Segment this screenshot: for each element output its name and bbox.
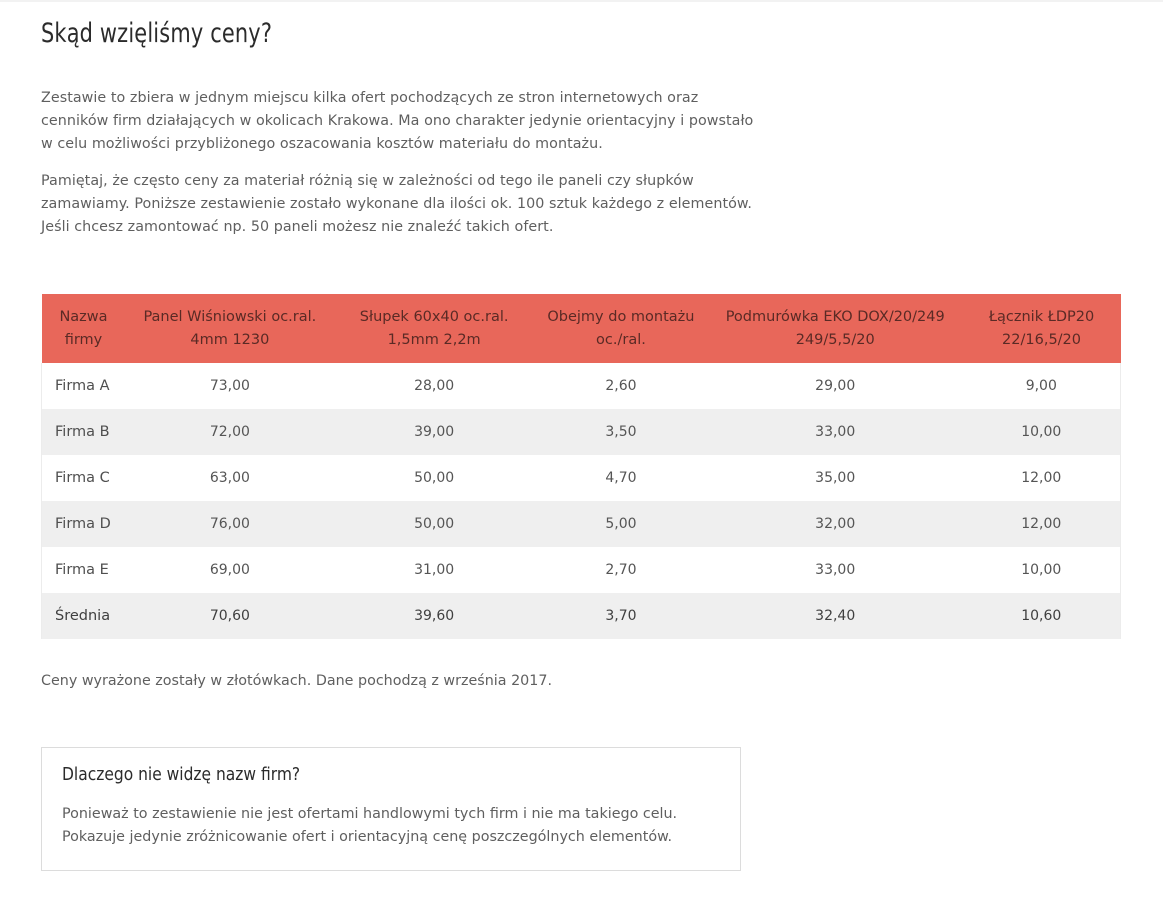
price-cell: 50,00 (414, 516, 455, 532)
price-cell: 5,00 (605, 516, 637, 532)
faq-title: Dlaczego nie widzę nazw firm? (62, 764, 301, 785)
page-title: Skąd wzięliśmy ceny? (41, 18, 273, 49)
column-header-base: Podmurówka EKO DOX/20/249 249/5,5/20 (725, 308, 945, 348)
price-cell: 31,00 (414, 562, 455, 578)
price-cell: 29,00 (815, 378, 856, 394)
price-cell: 3,70 (605, 608, 637, 624)
price-cell: 9,00 (963, 363, 1121, 409)
price-cell: 10,60 (963, 593, 1121, 639)
price-cell: 63,00 (209, 470, 250, 486)
price-cell: 72,00 (209, 424, 250, 440)
faq-text-line: Pokazuje jedynie zróżnicowanie ofert i orientacyjną cenę poszczególnych elementów. (62, 829, 672, 845)
price-cell: 32,40 (815, 608, 856, 624)
firm-name-cell: Firma A (42, 363, 126, 409)
price-cell: 39,00 (414, 424, 455, 440)
top-divider (0, 0, 1163, 2)
table-header-row (42, 294, 1121, 363)
table-row (42, 547, 1121, 593)
price-cell: 2,70 (605, 562, 637, 578)
intro-paragraph: Zestawie to zbiera w jednym miejscu kilka ofert pochodzących ze stron internetowych oraz cenników firm działających w okolicach Krakowa. Ma ono charakter jedynie orientacyjny i powstało w celu możliwości przybliżonego oszacowania kosztów materiału do montażu. (41, 90, 754, 152)
column-header-firm: Nazwa firmy (59, 308, 108, 348)
firm-name-cell: Firma C (42, 455, 126, 501)
currency-note: Ceny wyrażone zostały w złotówkach. Dane pochodzą z września 2017. (41, 673, 553, 689)
price-cell: 10,00 (963, 409, 1121, 455)
table-row (42, 363, 1121, 409)
firm-name-cell: Średnia (42, 593, 126, 639)
column-header-clamps: Obejmy do montażu oc./ral. (547, 308, 695, 348)
column-header-connector: Łącznik ŁDP20 22/16,5/20 (988, 308, 1095, 348)
faq-box (41, 747, 741, 871)
table-row (42, 455, 1121, 501)
table-body (42, 363, 1121, 639)
price-table (41, 294, 1121, 639)
table-row-average (42, 593, 1121, 639)
intro-paragraph: Pamiętaj, że często ceny za materiał różnią się w zależności od tego ile paneli czy słupków zamawiamy. Poniższe zestawienie zostało wykonane dla ilości ok. 100 sztuk każdego z elementów. Jeśli chcesz zamontować np. 50 paneli możesz nie znaleźć takich ofert. (41, 173, 752, 235)
firm-name-cell: Firma D (42, 501, 126, 547)
price-cell: 70,60 (209, 608, 250, 624)
firm-name-cell: Firma B (42, 409, 126, 455)
price-cell: 28,00 (414, 378, 455, 394)
price-cell: 33,00 (815, 562, 856, 578)
price-cell: 69,00 (209, 562, 250, 578)
price-cell: 35,00 (815, 470, 856, 486)
price-cell: 12,00 (963, 501, 1121, 547)
price-cell: 39,60 (414, 608, 455, 624)
price-cell: 4,70 (605, 470, 637, 486)
intro-section (41, 87, 761, 253)
price-cell: 50,00 (414, 470, 455, 486)
price-cell: 12,00 (963, 455, 1121, 501)
price-cell: 3,50 (605, 424, 637, 440)
table-row (42, 409, 1121, 455)
column-header-post: Słupek 60x40 oc.ral. 1,5mm 2,2m (359, 308, 509, 348)
price-cell: 32,00 (815, 516, 856, 532)
column-header-panel: Panel Wiśniowski oc.ral. 4mm 1230 (143, 308, 317, 348)
price-cell: 33,00 (815, 424, 856, 440)
price-cell: 76,00 (209, 516, 250, 532)
table-row (42, 501, 1121, 547)
firm-name-cell: Firma E (42, 547, 126, 593)
faq-text-line: Ponieważ to zestawienie nie jest ofertami handlowymi tych firm i nie ma takiego celu. (62, 806, 678, 822)
faq-text (62, 803, 722, 849)
price-cell: 10,00 (963, 547, 1121, 593)
price-cell: 2,60 (605, 378, 637, 394)
price-cell: 73,00 (209, 378, 250, 394)
